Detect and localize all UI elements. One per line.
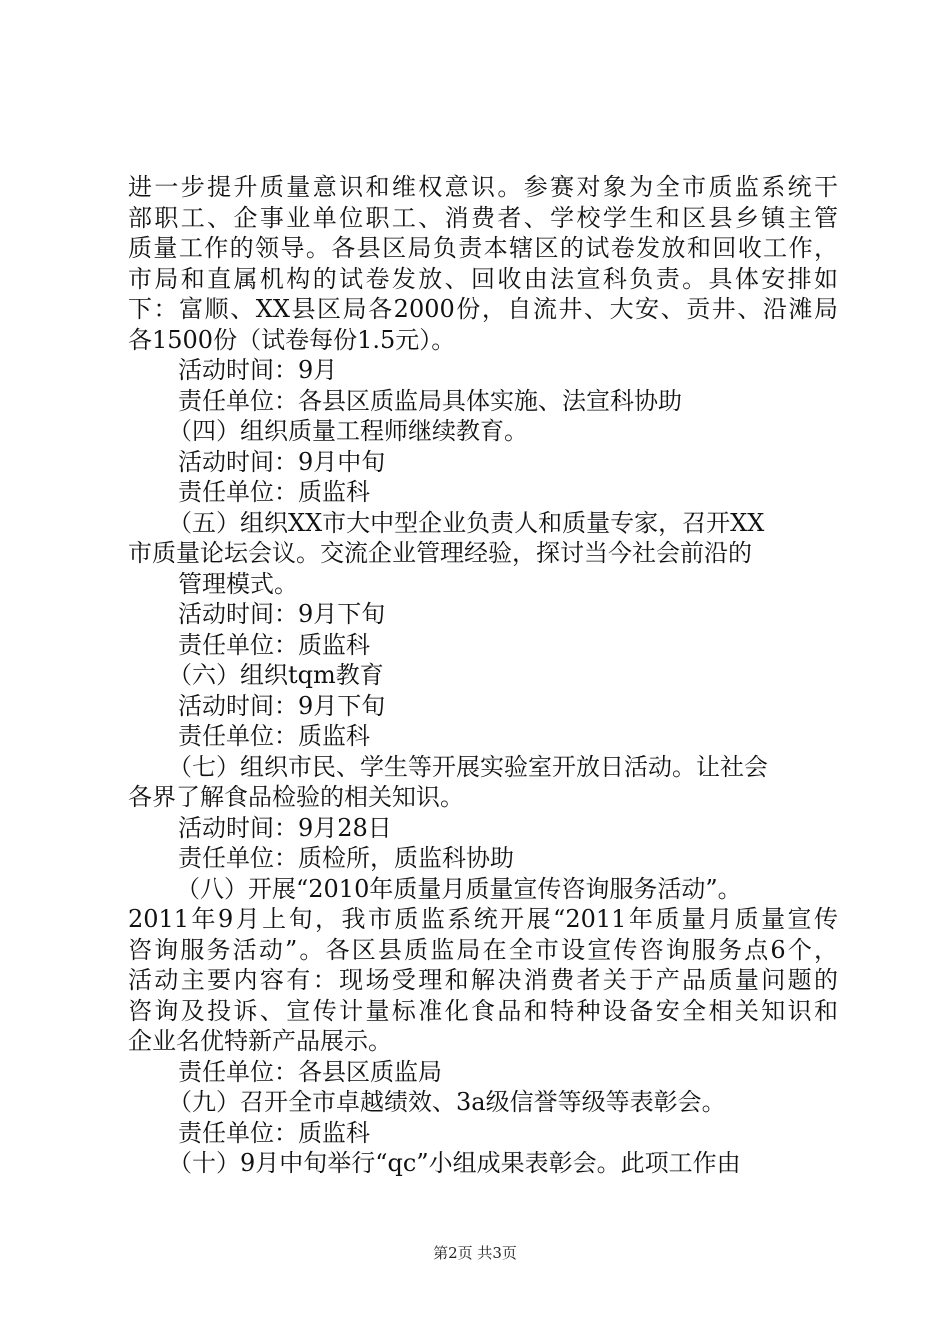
text-line: 活动时间：9月28日	[178, 813, 392, 842]
text-line: 2011年9月上旬，我市质监系统开展“2011年质量月质量宣传	[128, 905, 838, 933]
text-line: 责任单位：质监科	[178, 1118, 370, 1147]
text-line: 各1500份（试卷每份1.5元）。	[128, 325, 456, 354]
text-line: 活动时间：9月下旬	[178, 691, 386, 720]
section-heading: （六）组织tqm教育	[168, 661, 384, 689]
section-heading: （八）开展“2010年质量月质量宣传咨询服务活动”。	[176, 874, 742, 903]
text-line: 活动主要内容有：现场受理和解决消费者关于产品质量问题的	[128, 966, 838, 994]
document-body	[128, 172, 838, 1179]
text-line: 咨询及投诉、宣传计量标准化食品和特种设备安全相关知识和	[128, 996, 838, 1025]
text-line: 企业名优特新产品展示。	[128, 1027, 392, 1055]
text-line: 各界了解食品检验的相关知识。	[128, 783, 464, 811]
section-heading: （九）召开全市卓越绩效、3a级信誉等级等表彰会。	[168, 1088, 726, 1116]
text-line: 责任单位：各县区质监局具体实施、法宣科协助	[178, 386, 682, 415]
text-line: 责任单位：质检所，质监科协助	[178, 844, 514, 872]
text-line: 市局和直属机构的试卷发放、回收由法宣科负责。具体安排如	[128, 264, 838, 293]
text-line: 活动时间：9月中旬	[178, 447, 386, 476]
text-line: 活动时间：9月下旬	[178, 600, 386, 628]
page-footer: 第2页 共3页	[433, 1244, 517, 1262]
section-heading: （五）组织XX市大中型企业负责人和质量专家，召开XX	[168, 508, 765, 537]
text-line: 责任单位：质监科	[178, 478, 370, 506]
text-line: 活动时间：9月	[178, 356, 338, 384]
text-line: 部职工、企事业单位职工、消费者、学校学生和区县乡镇主管	[128, 203, 838, 232]
text-line: 进一步提升质量意识和维权意识。参赛对象为全市质监系统干	[128, 173, 838, 201]
text-line: 下：富顺、XX县区局各2000份，自流井、大安、贡井、沿滩局	[128, 295, 838, 323]
text-line: 质量工作的领导。各县区局负责本辖区的试卷发放和回收工作，	[128, 234, 838, 262]
text-line: 责任单位：质监科	[178, 630, 370, 659]
section-heading: （四）组织质量工程师继续教育。	[168, 417, 528, 445]
text-line: 市质量论坛会议。交流企业管理经验，探讨当今社会前沿的	[128, 539, 752, 567]
text-line: 咨询服务活动”。各区县质监局在全市设宣传咨询服务点6个，	[128, 935, 838, 964]
text-line: 责任单位：质监科	[178, 722, 370, 750]
text-line: 责任单位：各县区质监局	[178, 1057, 442, 1086]
section-heading: （十）9月中旬举行“qc”小组成果表彰会。此项工作由	[168, 1149, 741, 1177]
text-line: 管理模式。	[178, 569, 298, 598]
section-heading: （七）组织市民、学生等开展实验室开放日活动。让社会	[168, 752, 768, 781]
